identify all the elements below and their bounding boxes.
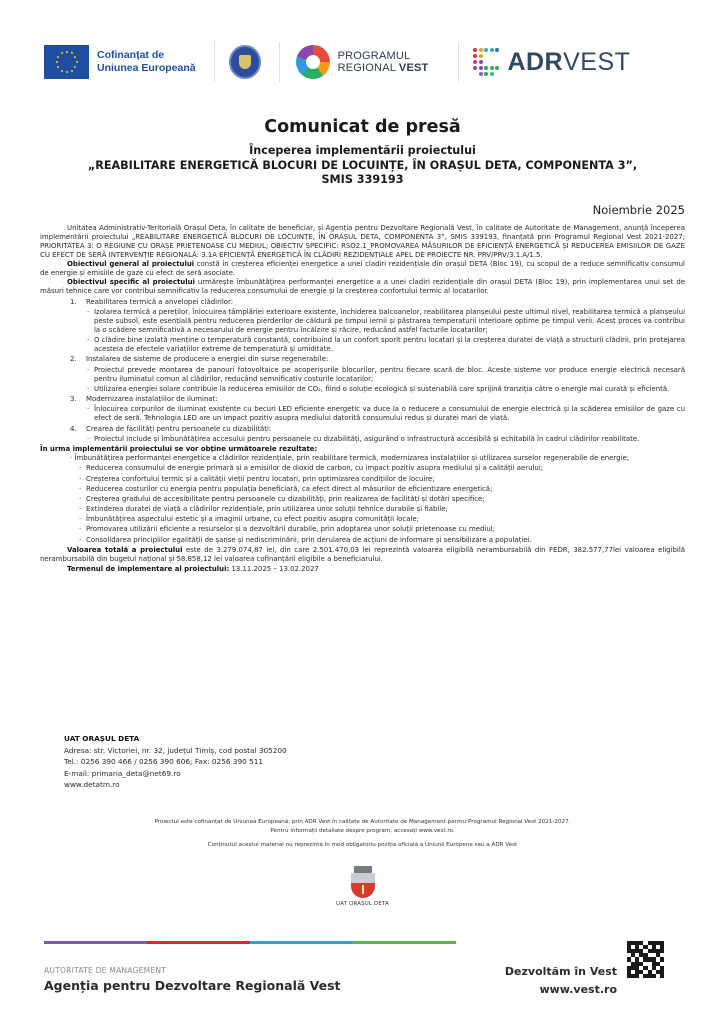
logo-divider — [279, 42, 280, 82]
eu-flag-icon — [44, 45, 89, 79]
project-value-label: Valoarea totală a proiectului — [67, 545, 183, 554]
adr-logo-regular: VEST — [563, 47, 631, 76]
contact-website-link[interactable]: www.detatm.ro — [64, 780, 120, 789]
eu-star — [76, 61, 78, 63]
specific-objective-text: urmărește îmbunătățirea performanței energetice a a unei cladiri rezidențiale din orașul DETA (Bloc 19), prin implementarea unui set de măsuri tehnice care vor contribui semnificativ la reducerea consumului de energie și la creșterea confortului termic al locatarilor. — [40, 278, 685, 295]
eu-star — [57, 66, 59, 68]
press-release-body — [40, 224, 685, 574]
eu-cofinancing-logo — [44, 45, 196, 79]
subtitle-line-2: „REABILITARE ENERGETICĂ BLOCURI DE LOCUINȚE, ÎN ORAȘUL DETA, COMPONENTA 3”, — [87, 158, 638, 172]
measure-item: 1. Reabilitarea termică a anvelopei clădirilor: — [70, 297, 234, 306]
contact-block — [64, 733, 287, 791]
measure-title: Modernizarea instalațiilor de iluminat: — [86, 395, 218, 404]
band-segment — [353, 941, 456, 944]
measure-bullet: · Utilizarea energiei solare contribuie la reducerea emisiilor de CO₂, fiind o soluție ecologică și sustenabilă care sprijină tranziția către o energie mai curată și eficientă. — [86, 385, 685, 394]
funding-note-line1: Proiectul este cofinanțat de Uniunea Europeană, prin ADR Vest în calitate de Autoritate de Management pentru Programul Regional Vest 2021-2027. — [154, 819, 571, 825]
eu-logo-text-line2: Uniunea Europeană — [97, 62, 196, 74]
measure-bullet: · Proiectul include și îmbunătățirea accesului pentru persoanele cu dizabilități, asigurând o infrastructură accesibilă și echitabilă în cadrul clădirilor reabilitate. — [86, 435, 685, 444]
qr-code-icon[interactable] — [627, 941, 664, 978]
results-heading: În urma implementării proiectului se vor obține următoarele rezultate: — [40, 445, 318, 454]
result-item: · Reducerea costurilor cu energia pentru populația beneficiară, ca efect direct al măsurilor de eficientizare energetică; — [78, 485, 685, 494]
specific-objective-label: Obiectivul specific al proiectului — [67, 278, 195, 286]
measure-title: Instalarea de sisteme de producere a energiei din surse regenerabile: — [86, 355, 329, 364]
measure-bullet: · Înlocuirea corpurilor de iluminat existente cu becuri LED eficiente energetic va duce la o reducere a consumului de energie electrică și la scăderea emisiilor de gaze cu efect de seră. Tehnologia LED are un impact pozitiv asupra mediului datorită consumului redus și duratei mari de viață. — [86, 405, 685, 423]
slogan-block — [505, 963, 617, 999]
eu-star — [66, 71, 68, 73]
footer-website-link[interactable]: www.vest.ro — [539, 983, 617, 996]
page-title: Comunicat de presă — [264, 117, 461, 137]
programme-logo-line2: REGIONAL — [337, 62, 399, 74]
contact-email[interactable]: E-mail: primaria_deta@net69.ro — [64, 768, 181, 778]
eu-star — [57, 56, 59, 58]
results-list — [40, 464, 685, 544]
specific-objective-paragraph — [40, 278, 685, 296]
subtitle-line-3: SMIS 339193 — [321, 173, 404, 186]
programul-regional-vest-logo — [296, 45, 429, 79]
logo-divider — [458, 42, 459, 82]
logo-divider — [214, 42, 215, 82]
measure-title: Reabilitarea termică a anvelopei clădirilor: — [86, 297, 234, 306]
agency-name: Agenția pentru Dezvoltare Regională Vest — [44, 978, 341, 993]
deta-coat-of-arms-icon — [351, 866, 375, 898]
funding-note — [60, 818, 665, 835]
eu-star — [74, 56, 76, 58]
adr-logo-bold: ADR — [507, 47, 564, 76]
eu-star — [61, 52, 63, 54]
funding-note-line2: Pentru informații detaliate despre program, accesați www.vest.ro. — [270, 827, 455, 834]
measure-bullet: · Izolarea termică a pereților, înlocuirea tâmplăriei exterioare existente, închiderea balcoanelor, reabilitarea planșeului peste ultimul nivel, reabilitarea termică a planșeului peste subsol, este esențială pentru reducerea pierderilor de căldură pe timpul iernii și păstrarea temperaturii interioare optime pe timpul verii. Acest proces va contribui la o scădere semnificativă a necesarului de energie pentru încălzire și răcire, reducând astfel facturile locatarilor; — [86, 308, 685, 335]
romanian-government-emblem-icon — [229, 45, 261, 79]
result-item: · Consolidarea principiilor egalității de șanse și nediscriminării, prin derularea de acțiuni de informare și sensibilizare a populației. — [78, 536, 685, 545]
band-segment — [44, 941, 147, 944]
measure-item: 3. Modernizarea instalațiilor de iluminat: — [70, 395, 218, 404]
result-item: · Promovarea utilizării eficiente a resurselor și a dezvoltării durabile, prin adoptarea unor soluții prietenoase cu mediul; — [78, 525, 685, 534]
contact-phone: Tel.: 0256 390 466 / 0256 390 606; Fax: 0256 390 511 — [64, 757, 263, 766]
adr-vest-logo — [473, 48, 630, 77]
eu-star — [74, 66, 76, 68]
general-objective-text: constă în creșterea eficienței energetice a unei cladiri rezidențiale din orașul DETA (Bloc 19), cu scopul de a reduce semnificativ consumul de energie și emisiile de gaze cu efect de seră asociate. — [40, 260, 685, 277]
result-item: · Creșterea gradului de accesibilitate pentru persoanele cu dizabilități, prin realizarea de facilități și dotări specifice; — [78, 495, 685, 504]
eu-logo-text-line1: Cofinanțat de — [97, 49, 165, 61]
eu-star — [66, 51, 68, 53]
subtitle-line-1: Începerea implementării proiectului — [249, 144, 476, 157]
result-item: · Reducerea consumului de energie primară și a emisiilor de dioxid de carbon, cu impact pozitiv asupra mediului și a calității aerului; — [78, 464, 685, 473]
general-objective-paragraph — [40, 260, 685, 278]
eu-star — [56, 61, 58, 63]
project-value-text: este de 3.279.074,87 lei, din care 2.501.470,03 lei reprezintă valoarea eligibilă nerambursabilă din FEDR, 382.577,77lei valoarea eligibilă nerambursabilă din bugetul național și 58.858,12 lei valoarea cofinanțării eligibile a beneficiarului. — [40, 545, 686, 563]
disclaimer-note: Conținutul acestui material nu reprezintă în mod obligatoriu poziția oficială a Uniunii Europene sau a ADR Vest — [207, 842, 518, 848]
band-segment — [147, 941, 250, 944]
publication-date: Noiembrie 2025 — [592, 203, 685, 217]
programme-logo-vest: VEST — [398, 62, 429, 74]
general-objective-label: Obiectivul general al proiectului — [67, 260, 195, 268]
color-band — [44, 941, 456, 944]
result-item: · Extinderea duratei de viață a clădirilor rezidențiale, prin utilizarea unor soluții tehnice durabile și fiabile; — [78, 505, 685, 514]
result-item: · Creșterea confortului termic și a calității vieții pentru locatari, prin optimizarea condițiilor de locuire; — [78, 475, 685, 484]
eu-star — [61, 70, 63, 72]
eu-star — [71, 52, 73, 54]
project-value-paragraph — [40, 546, 685, 564]
measure-bullet: · O clădire bine izolată menține o temperatură constantă, contribuind la un confort sporit pentru locatari și la creșterea duratei de viață a structurii clădirii, prin protejarea acesteia de efectele variațiilor extreme de temperatură și umiditate. — [86, 336, 685, 354]
header-logos — [44, 40, 684, 84]
programme-logo-line1: PROGRAMUL — [337, 50, 411, 62]
result-item: · Îmbunătățirea aspectului estetic și a imaginii urbane, cu efect pozitiv asupra comunității locale; — [78, 515, 685, 524]
adr-dots-icon — [473, 48, 499, 76]
contact-name: UAT ORAȘUL DETA — [64, 734, 140, 743]
authority-label: AUTORITATE DE MANAGEMENT — [44, 966, 167, 975]
implementation-term-label: Termenul de implementare al proiectului: — [67, 564, 230, 573]
measure-title: Crearea de facilități pentru persoanele cu dizabilități: — [86, 424, 272, 433]
eu-star — [71, 70, 73, 72]
contact-address: Adresa: str. Victoriei, nr. 32, județul Timiș, cod postal 305200 — [64, 745, 287, 755]
intro-paragraph: Unitatea Administrativ-Teritorială Orașul Deta, în calitate de beneficiar, și Agenția pentru Dezvoltare Regională Vest, în calitate de Autoritate de Management, anunță începerea implementării proiectului „REABILITARE ENERGETICĂ BLOCURI DE LOCUINȚE, ÎN ORAȘUL DETA, COMPONENTA 3”, SMIS 339193, finanțată prin Programul Regional Vest 2021-2027; PRIORITATEA 3: O REGIUNE CU ORAȘE PRIETENOASE CU MEDIUL; OBIECTIV SPECIFIC: RSO2.1_PROMOVAREA MĂSURILOR DE EFICIENȚĂ ENERGETICĂ ȘI REDUCEREA EMISIILOR DE GAZE CU EFECT DE SERĂ INTERVENȚIE REGIONALĂ: 3.1A EFICIENȚĂ ENERGETICĂ ÎN CLĂDIRI REZIDENȚIALE APEL DE PROIECTE NR. PRV/PRV/3.1.A/1.5. — [40, 224, 685, 259]
measure-item: 4. Crearea de facilități pentru persoanele cu dizabilități: — [70, 424, 272, 433]
project-subtitle — [20, 144, 705, 188]
measures-list — [40, 298, 685, 445]
implementation-term-paragraph — [40, 565, 685, 574]
band-segment — [250, 941, 353, 944]
implementation-term-dates: 13.11.2025 – 13.02.2027 — [229, 564, 319, 573]
crest-label: UAT ORAȘUL DETA — [336, 901, 389, 907]
programme-ring-icon — [296, 45, 330, 79]
slogan: Dezvoltăm în Vest — [504, 965, 617, 978]
results-first-item: · Îmbunătățirea performanței energetice a clădirilor rezidențiale, prin reabilitare termică, modernizarea instalațiilor și utilizarea surselor regenerabile de energie; — [70, 454, 630, 463]
measure-item: 2. Instalarea de sisteme de producere a energiei din surse regenerabile: — [70, 355, 329, 364]
measure-bullet: · Proiectul prevede montarea de panouri fotovoltaice pe acoperișurile blocurilor, pentru fiecare scară de bloc. Aceste sisteme vor produce energie electrică necesară pentru iluminatul comun al clădirilor, reducând semnificativ costurile locatarilor; — [86, 366, 685, 384]
